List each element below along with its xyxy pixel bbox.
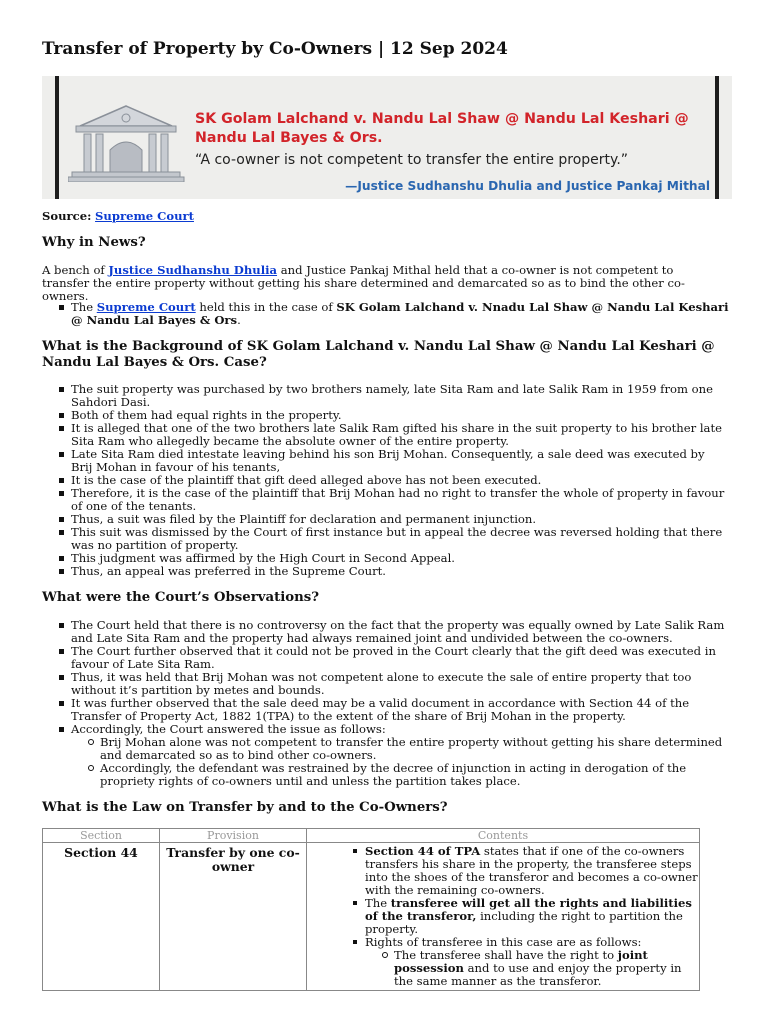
- list-item: It is the case of the plaintiff that gift deed alleged above has not been executed.: [71, 474, 729, 487]
- news-bullet-text-c: .: [237, 313, 241, 327]
- banner-judges: —Justice Sudhanshu Dhulia and Justice Pankaj Mithal: [345, 179, 710, 193]
- heading-observations: What were the Court’s Observations?: [42, 590, 320, 605]
- list-item: It was further observed that the sale deed may be a valid document in accordance with Section 44 of the Transfer of Property Act, 1882 1(TPA) to the extent of the share of Brij Mohan in the property.: [71, 697, 729, 723]
- banner-quote: “A co-owner is not competent to transfer the entire property.”: [195, 152, 629, 168]
- list-item: The Court further observed that it could not be proved in the Court clearly that the gift deed was executed in favour of Late Sita Ram.: [71, 645, 729, 671]
- news-list: [42, 301, 729, 327]
- contents-bold-2: transferee will get all the rights and liabilities of the transferor,: [365, 896, 692, 923]
- contents-text-1: states that if one of the co-owners transfers his share in the property, the transferee steps into the shoes of the transferor and becomes a co-owner with the remaining co-owners.: [365, 844, 698, 897]
- list-item: Both of them had equal rights in the property.: [71, 409, 729, 422]
- observations-sublist: [71, 736, 729, 788]
- news-text-b: and Justice Pankaj Mithal held that a co-owner is not competent to transfer the entire property without getting his share determined and demarcated so as to bind the other co-owners.: [42, 263, 685, 303]
- contents-sub-text-a: The transferee shall have the right to: [394, 948, 618, 962]
- heading-why-in-news: Why in News?: [42, 235, 146, 250]
- list-item: Late Sita Ram died intestate leaving behind his son Brij Mohan. Consequently, a sale deed was executed by Brij Mohan in favour of his tenants,: [71, 448, 729, 474]
- list-item: [71, 301, 729, 327]
- news-text-a: A bench of: [42, 263, 109, 277]
- contents-sublist: [365, 949, 699, 988]
- list-item: It is alleged that one of the two brothers late Salik Ram gifted his share in the suit property to his brother late Sita Ram who allegedly became the absolute owner of the entire property.: [71, 422, 729, 448]
- banner-left-bar: [55, 76, 59, 199]
- list-item: [365, 897, 699, 936]
- list-item: This judgment was affirmed by the High Court in Second Appeal.: [71, 552, 729, 565]
- source-link[interactable]: Supreme Court: [95, 209, 194, 223]
- list-item: Accordingly, the defendant was restrained by the decree of injunction in acting in derogation of the propriety rights of co-owners until and unless the partition takes place.: [100, 762, 729, 788]
- list-item: Thus, it was held that Brij Mohan was not competent alone to execute the sale of entire property that too without it’s partition by metes and bounds.: [71, 671, 729, 697]
- cell-provision: Transfer by one co-owner: [160, 843, 307, 991]
- list-item: Thus, a suit was filed by the Plaintiff for declaration and permanent injunction.: [71, 513, 729, 526]
- list-item: Therefore, it is the case of the plaintiff that Brij Mohan had no right to transfer the whole of property in favour of one of the tenants.: [71, 487, 729, 513]
- heading-background: What is the Background of SK Golam Lalchand v. Nandu Lal Shaw @ Nandu Lal Keshari @ Nandu Lal Bayes & Ors. Case?: [42, 339, 715, 370]
- news-bullet-text-b: held this in the case of: [195, 300, 337, 314]
- law-table: [42, 828, 700, 991]
- section-44-label: Section 44 of TPA: [365, 844, 481, 858]
- supreme-court-link[interactable]: Supreme Court: [96, 300, 196, 314]
- list-item: Brij Mohan alone was not competent to transfer the entire property without getting his share determined and demarcated so as to bind other co-owners.: [100, 736, 729, 762]
- col-header-provision: Provision: [160, 829, 307, 843]
- table-row: [43, 843, 700, 991]
- news-bullet-text-a: The: [71, 300, 97, 314]
- contents-sub-text-b: and to use and enjoy the property in the same manner as the transferor.: [394, 961, 682, 988]
- cell-contents: [307, 843, 700, 991]
- cell-section: Section 44: [43, 843, 160, 991]
- source-label: Source:: [42, 209, 92, 223]
- list-item: The Court held that there is no controversy on the fact that the property was equally owned by Late Salik Ram and Late Sita Ram and the property had always remained joint and undivided between the co-owners.: [71, 619, 729, 645]
- banner-right-bar: [715, 76, 719, 199]
- list-item: Thus, an appeal was preferred in the Supreme Court.: [71, 565, 729, 578]
- list-item: [71, 723, 729, 788]
- news-paragraph: [42, 264, 714, 303]
- col-header-contents: Contents: [307, 829, 700, 843]
- observation-lead: Accordingly, the Court answered the issue as follows:: [71, 722, 386, 736]
- heading-law: What is the Law on Transfer by and to the Co-Owners?: [42, 800, 448, 815]
- list-item: [394, 949, 699, 988]
- case-banner: [42, 76, 732, 199]
- observations-list: [42, 619, 729, 788]
- list-item: This suit was dismissed by the Court of first instance but in appeal the decree was reversed holding that there was no partition of property.: [71, 526, 729, 552]
- contents-text-2a: The: [365, 896, 391, 910]
- col-header-section: Section: [43, 829, 160, 843]
- news-bullet-case: SK Golam Lalchand v. Nnadu Lal Shaw @ Nandu Lal Keshari @ Nandu Lal Bayes & Ors: [71, 300, 729, 327]
- contents-sub-bold: joint possession: [394, 948, 648, 975]
- contents-text-2b: including the right to partition the property.: [365, 909, 683, 936]
- page-title: Transfer of Property by Co-Owners | 12 Sep 2024: [42, 39, 508, 59]
- contents-list: [307, 845, 699, 988]
- source-line: [42, 210, 194, 223]
- list-item: [365, 936, 699, 988]
- justice-dhulia-link[interactable]: Justice Sudhanshu Dhulia: [108, 263, 278, 277]
- court-building-icon: [68, 104, 188, 182]
- list-item: The suit property was purchased by two brothers namely, late Sita Ram and late Salik Ram in 1959 from one Sahdori Dasi.: [71, 383, 729, 409]
- contents-text-3: Rights of transferee in this case are as follows:: [365, 935, 642, 949]
- background-list: [42, 383, 729, 578]
- list-item: [365, 845, 699, 897]
- banner-case-title: SK Golam Lalchand v. Nandu Lal Shaw @ Nandu Lal Keshari @ Nandu Lal Bayes & Ors.: [195, 111, 689, 146]
- table-header-row: [43, 829, 700, 843]
